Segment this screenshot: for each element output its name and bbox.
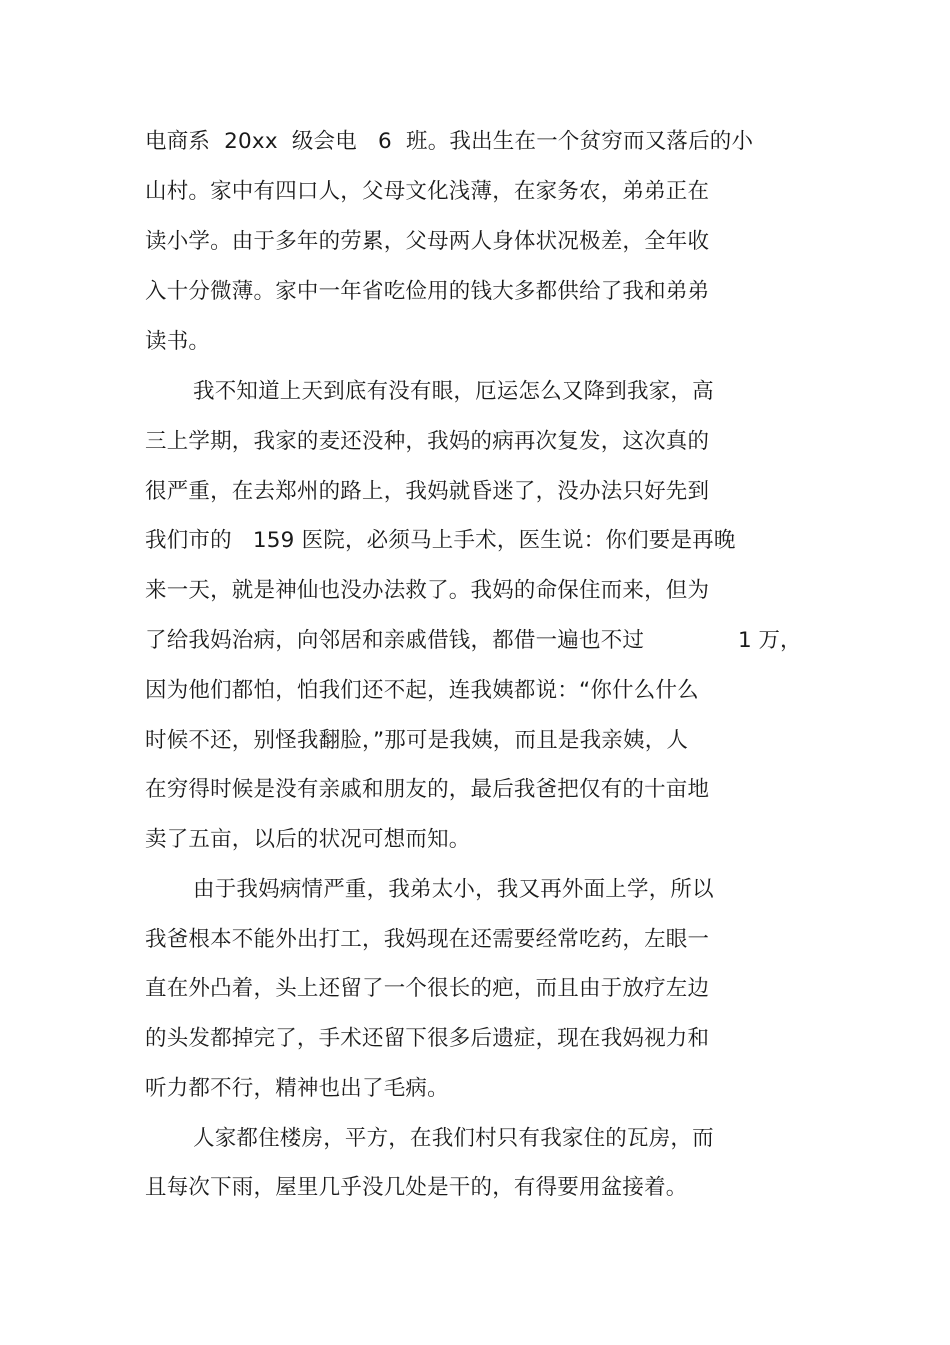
text-line: 卖了五亩，以后的状况可想而知。 [145,827,471,852]
text-line: 很严重，在去郑州的路上，我妈就昏迷了，没办法只好先到 [145,479,710,504]
text-line: 人家都住楼房，平方，在我们村只有我家住的瓦房，而 [193,1126,714,1151]
text-line: 山村。家中有四口人，父母文化浅薄，在家务农，弟弟正在 [145,179,710,204]
text-line: 了给我妈治病，向邻居和亲戚借钱，都借一遍也不过 [145,628,645,653]
text-line: 因为他们都怕，怕我们还不起，连我姨都说：“你什么什么 [145,678,699,703]
text-line: 三上学期，我家的麦还没种，我妈的病再次复发，这次真的 [145,429,710,454]
text-line: 读书。 [145,329,211,354]
text-line: 我们市的 159 医院，必须马上手术，医生说：你们要是再晚 [145,528,736,553]
text-line-tail: 1 万， [738,628,802,653]
text-line: 的头发都掉完了，手术还留下很多后遗症，现在我妈视力和 [145,1026,710,1051]
text-line: 由于我妈病情严重，我弟太小，我又再外面上学，所以 [193,877,714,902]
text-line: 来一天，就是神仙也没办法救了。我妈的命保住而来，但为 [145,578,710,603]
text-line: 读小学。由于多年的劳累，父母两人身体状况极差，全年收 [145,229,710,254]
text-line: 直在外凸着，头上还留了一个很长的疤，而且由于放疗左边 [145,976,710,1001]
text-line: 且每次下雨，屋里几乎没几处是干的，有得要用盆接着。 [145,1175,688,1200]
text-line: 在穷得时候是没有亲戚和朋友的，最后我爸把仅有的十亩地 [145,777,710,802]
text-line: 我爸根本不能外出打工，我妈现在还需要经常吃药，左眼一 [145,927,710,952]
text-line: 电商系 20xx 级会电 6 班。我出生在一个贫穷而又落后的小 [145,129,754,154]
text-line: 时候不还，别怪我翻脸，”那可是我姨，而且是我亲姨，人 [145,728,689,753]
text-line: 入十分微薄。家中一年省吃俭用的钱大多都供给了我和弟弟 [145,279,710,304]
text-line: 我不知道上天到底有没有眼，厄运怎么又降到我家，高 [193,379,714,404]
text-line: 听力都不行，精神也出了毛病。 [145,1076,449,1101]
